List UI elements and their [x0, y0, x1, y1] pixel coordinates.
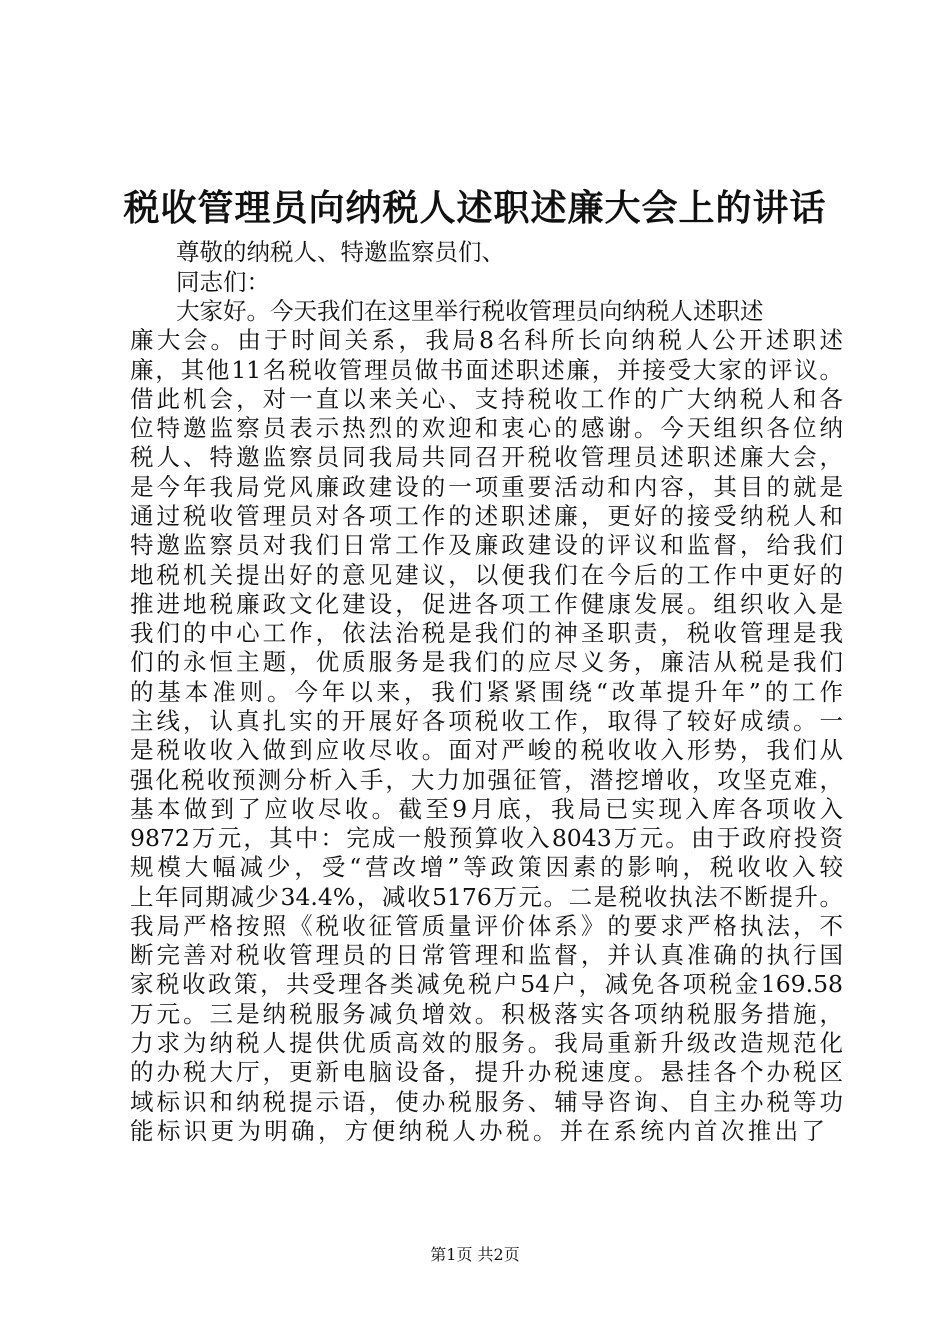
paragraph-line: 我们的中心工作，依法治税是我们的神圣职责，税收管理是我: [130, 619, 843, 647]
paragraph-line: 9872万元，其中：完成一般预算收入8043万元。由于政府投资: [130, 824, 843, 852]
salutation-line: 同志们：: [176, 268, 270, 296]
paragraph-line: 借此机会，对一直以来关心、支持税收工作的广大纳税人和各: [130, 385, 843, 413]
paragraph-line: 我局严格按照《税收征管质量评价体系》的要求严格执法，不: [130, 912, 843, 940]
paragraph-line: 位特邀监察员表示热烈的欢迎和衷心的感谢。今天组织各位纳: [130, 414, 843, 442]
paragraph-line: 主线，认真扎实的开展好各项税收工作，取得了较好成绩。一: [130, 707, 843, 735]
paragraph-line: 的基本准则。今年以来，我们紧紧围绕“改革提升年”的工作: [130, 678, 843, 706]
paragraph-line: 能标识更为明确，方便纳税人办税。并在系统内首次推出了: [130, 1117, 825, 1145]
paragraph-line: 规模大幅减少，受“营改增”等政策因素的影响，税收收入较: [130, 853, 843, 881]
paragraph-line: 万元。三是纳税服务减负增效。积极落实各项纳税服务措施，: [130, 1000, 843, 1028]
paragraph-line: 廉大会。由于时间关系，我局8名科所长向纳税人公开述职述: [130, 326, 843, 354]
paragraph-line: 是税收收入做到应收尽收。面对严峻的税收收入形势，我们从: [130, 736, 843, 764]
paragraph-line: 是今年我局党风廉政建设的一项重要活动和内容，其目的就是: [130, 473, 843, 501]
paragraph-line: 推进地税廉政文化建设，促进各项工作健康发展。组织收入是: [130, 590, 843, 618]
paragraph-line: 强化税收预测分析入手，大力加强征管，潜挖增收，攻坚克难，: [130, 766, 843, 794]
paragraph-line: 特邀监察员对我们日常工作及廉政建设的评议和监督，给我们: [130, 531, 843, 559]
paragraph-line: 家税收政策，共受理各类减免税户54户，减免各项税金169.58: [130, 970, 843, 998]
paragraph-line: 的办税大厅，更新电脑设备，提升办税速度。悬挂各个办税区: [130, 1058, 843, 1086]
paragraph-line: 地税机关提出好的意见建议，以便我们在今后的工作中更好的: [130, 561, 843, 589]
paragraph-line: 域标识和纳税提示语，使办税服务、辅导咨询、自主办税等功: [130, 1088, 843, 1116]
paragraph-line: 上年同期减少34.4%，减收5176万元。二是税收执法不断提升。: [130, 883, 843, 911]
paragraph-line: 基本做到了应收尽收。截至9月底，我局已实现入库各项收入: [130, 795, 843, 823]
paragraph-line: 们的永恒主题，优质服务是我们的应尽义务，廉洁从税是我们: [130, 648, 843, 676]
paragraph-line: 断完善对税收管理员的日常管理和监督，并认真准确的执行国: [130, 941, 843, 969]
document-title: 税收管理员向纳税人述职述廉大会上的讲话: [123, 187, 827, 229]
paragraph-line: 通过税收管理员对各项工作的述职述廉，更好的接受纳税人和: [130, 502, 843, 530]
page-number-footer: 第1页 共2页: [430, 1245, 520, 1264]
paragraph-line: 廉，其他11名税收管理员做书面述职述廉，并接受大家的评议。: [130, 356, 843, 384]
paragraph-line: 力求为纳税人提供优质高效的服务。我局重新升级改造规范化: [130, 1029, 843, 1057]
paragraph-line: 税人、特邀监察员同我局共同召开税收管理员述职述廉大会，: [130, 443, 843, 471]
paragraph-line: 大家好。今天我们在这里举行税收管理员向纳税人述职述: [176, 297, 764, 325]
salutation-line: 尊敬的纳税人、特邀监察员们、: [176, 238, 505, 266]
